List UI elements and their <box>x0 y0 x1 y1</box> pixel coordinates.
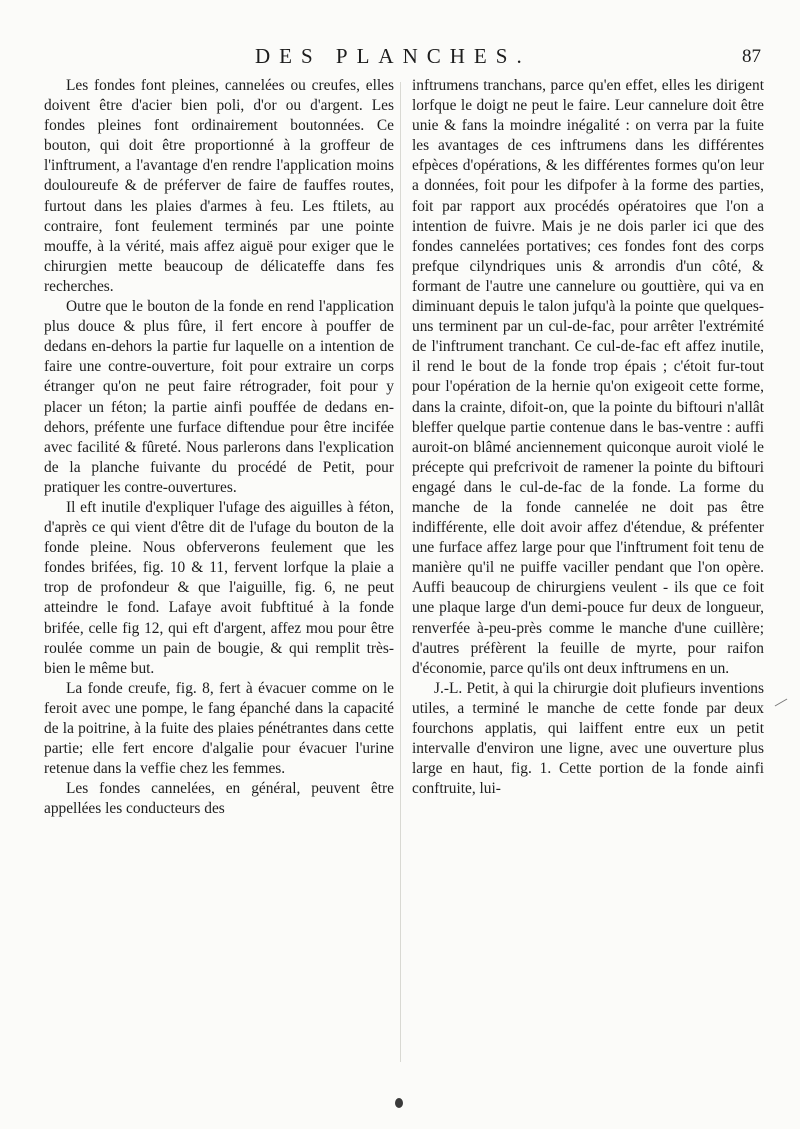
ink-blot <box>395 1098 403 1108</box>
paragraph: inftrumens tranchans, parce qu'en effet, elles les dirigent lorfque le doigt ne peut le faire. Leur cannelure doit être unie & fans la moindre inégalité : on verra par la fuite les avantages de ces inftrumens dans les différentes efpèces d'opérations, & les différentes formes qu'on leur a données, foit pour les difpofer à la forme des parties, foit par rapport aux procédés opératoires que l'on a intention de fuivre. Mais je ne dois parler ici que des fondes cannelées portatives; ces fondes font des corps prefque cilyndriques unis & arrondis d'un côté, & formant de l'autre une cannelure ou gouttière, qui va en diminuant depuis le talon jufqu'à la pointe que quelques-uns terminent par un cul-de-fac, pour arrêter l'extrémité de l'inftrument tranchant. Ce cul-de-fac eft affez inutile, il rend le bout de la fonde trop épais ; c'étoit fur-tout pour l'opération de la hernie qu'on exigeoit cette forme, dans la crainte, difoit-on, que la pointe du biftouri n'allât bleffer quelque partie contenue dans le bas-ventre : auffi auroit-on blâmé anciennement quiconque auroit violé le précepte qui prefcrivoit de ramener la pointe du biftouri engagé dans le cul-de-fac de la fonde. La forme du manche de la fonde cannelée ne doit pas être indifférente, elle doit avoir affez d'étendue, & préfenter une furface affez large pour que l'inftrument foit tenu de manière qu'il ne puiffe vaciller pendant que l'on opère. Auffi beaucoup de chirurgiens veulent - ils que ce foit une plaque large d'un demi-pouce fur deux de longueur, renverfée à-peu-près comme le manche d'une cuillère; d'autres préfèrent la feuille de myrte, pour raifon d'économie, parce qu'ils ont deux inftrumens en un. <box>412 77 764 677</box>
running-title: DES PLANCHES. <box>255 44 531 68</box>
running-header <box>0 44 800 74</box>
paragraph: Il eft inutile d'expliquer l'ufage des aiguilles à féton, d'après ce qui vient d'être dit de l'ufage du bouton de la fonde pleine. Nous obferverons feulement que les fondes brifées, fig. 10 & 11, fervent lorfque la plaie a trop de profondeur & que l'aiguille, fig. 6, ne peut atteindre le fond. Lafaye avoit fubftitué à la fonde brifée, celle fig 12, qui eft d'argent, affez mou pour être roulée comme un pain de bougie, & qui remplit très-bien le même but. <box>44 498 394 677</box>
page-number: 87 <box>742 46 761 67</box>
paragraph: La fonde creufe, fig. 8, fert à évacuer comme on le feroit avec une pompe, le fang épanché dans la capacité de la poitrine, à la fuite des plaies pénétrantes dans cette partie; elle fert encore d'algalie pour évacuer l'urine retenue dans la veffie chez les femmes. <box>44 679 394 778</box>
paragraph: J.-L. Petit, à qui la chirurgie doit plufieurs inventions utiles, a terminé le manche de cette fonde par deux fourchons applatis, qui laiffent entre eux un petit intervalle d'environ une ligne, avec une ouverture plus large en haut, fig. 1. Cette portion de la fonde ainfi conftruite, lui- <box>412 679 764 798</box>
right-column <box>412 76 764 799</box>
paragraph: Outre que le bouton de la fonde en rend l'application plus douce & plus fûre, il fert encore à pouffer de dedans en-dehors la partie fur laquelle on a intention de faire une contre-ouverture, foit pour extraire un corps étranger qu'on ne peut faire rétrograder, foit pour y placer un féton; la partie ainfi pouffée de dedans en-dehors, préfente une furface diftendue pour être incifée avec facilité & fûreté. Nous parlerons dans l'explication de la planche fuivante du procédé de Petit, pour pratiquer les contre-ouvertures. <box>44 298 394 496</box>
paragraph: Les fondes cannelées, en général, peuvent être appellées les conducteurs des <box>44 780 394 818</box>
left-column <box>44 76 394 819</box>
margin-mark <box>775 699 788 707</box>
paragraph: Les fondes font pleines, cannelées ou creufes, elles doivent être d'acier bien poli, d'or ou d'argent. Les fondes pleines font ordinairement boutonnées. Ce bouton, qui doit être proportionné à la groffeur de l'inftrument, a l'avantage d'en rendre l'application moins douloureufe & de préferver de faire de fauffes routes, furtout dans les plaies d'armes à feu. Les ftilets, au contraire, font feulement terminés par une pointe mouffe, à la vérité, mais affez aiguë pour exiger que le chirurgien mette beaucoup de délicateffe dans fes recherches. <box>44 77 394 295</box>
column-divider <box>400 82 401 1062</box>
